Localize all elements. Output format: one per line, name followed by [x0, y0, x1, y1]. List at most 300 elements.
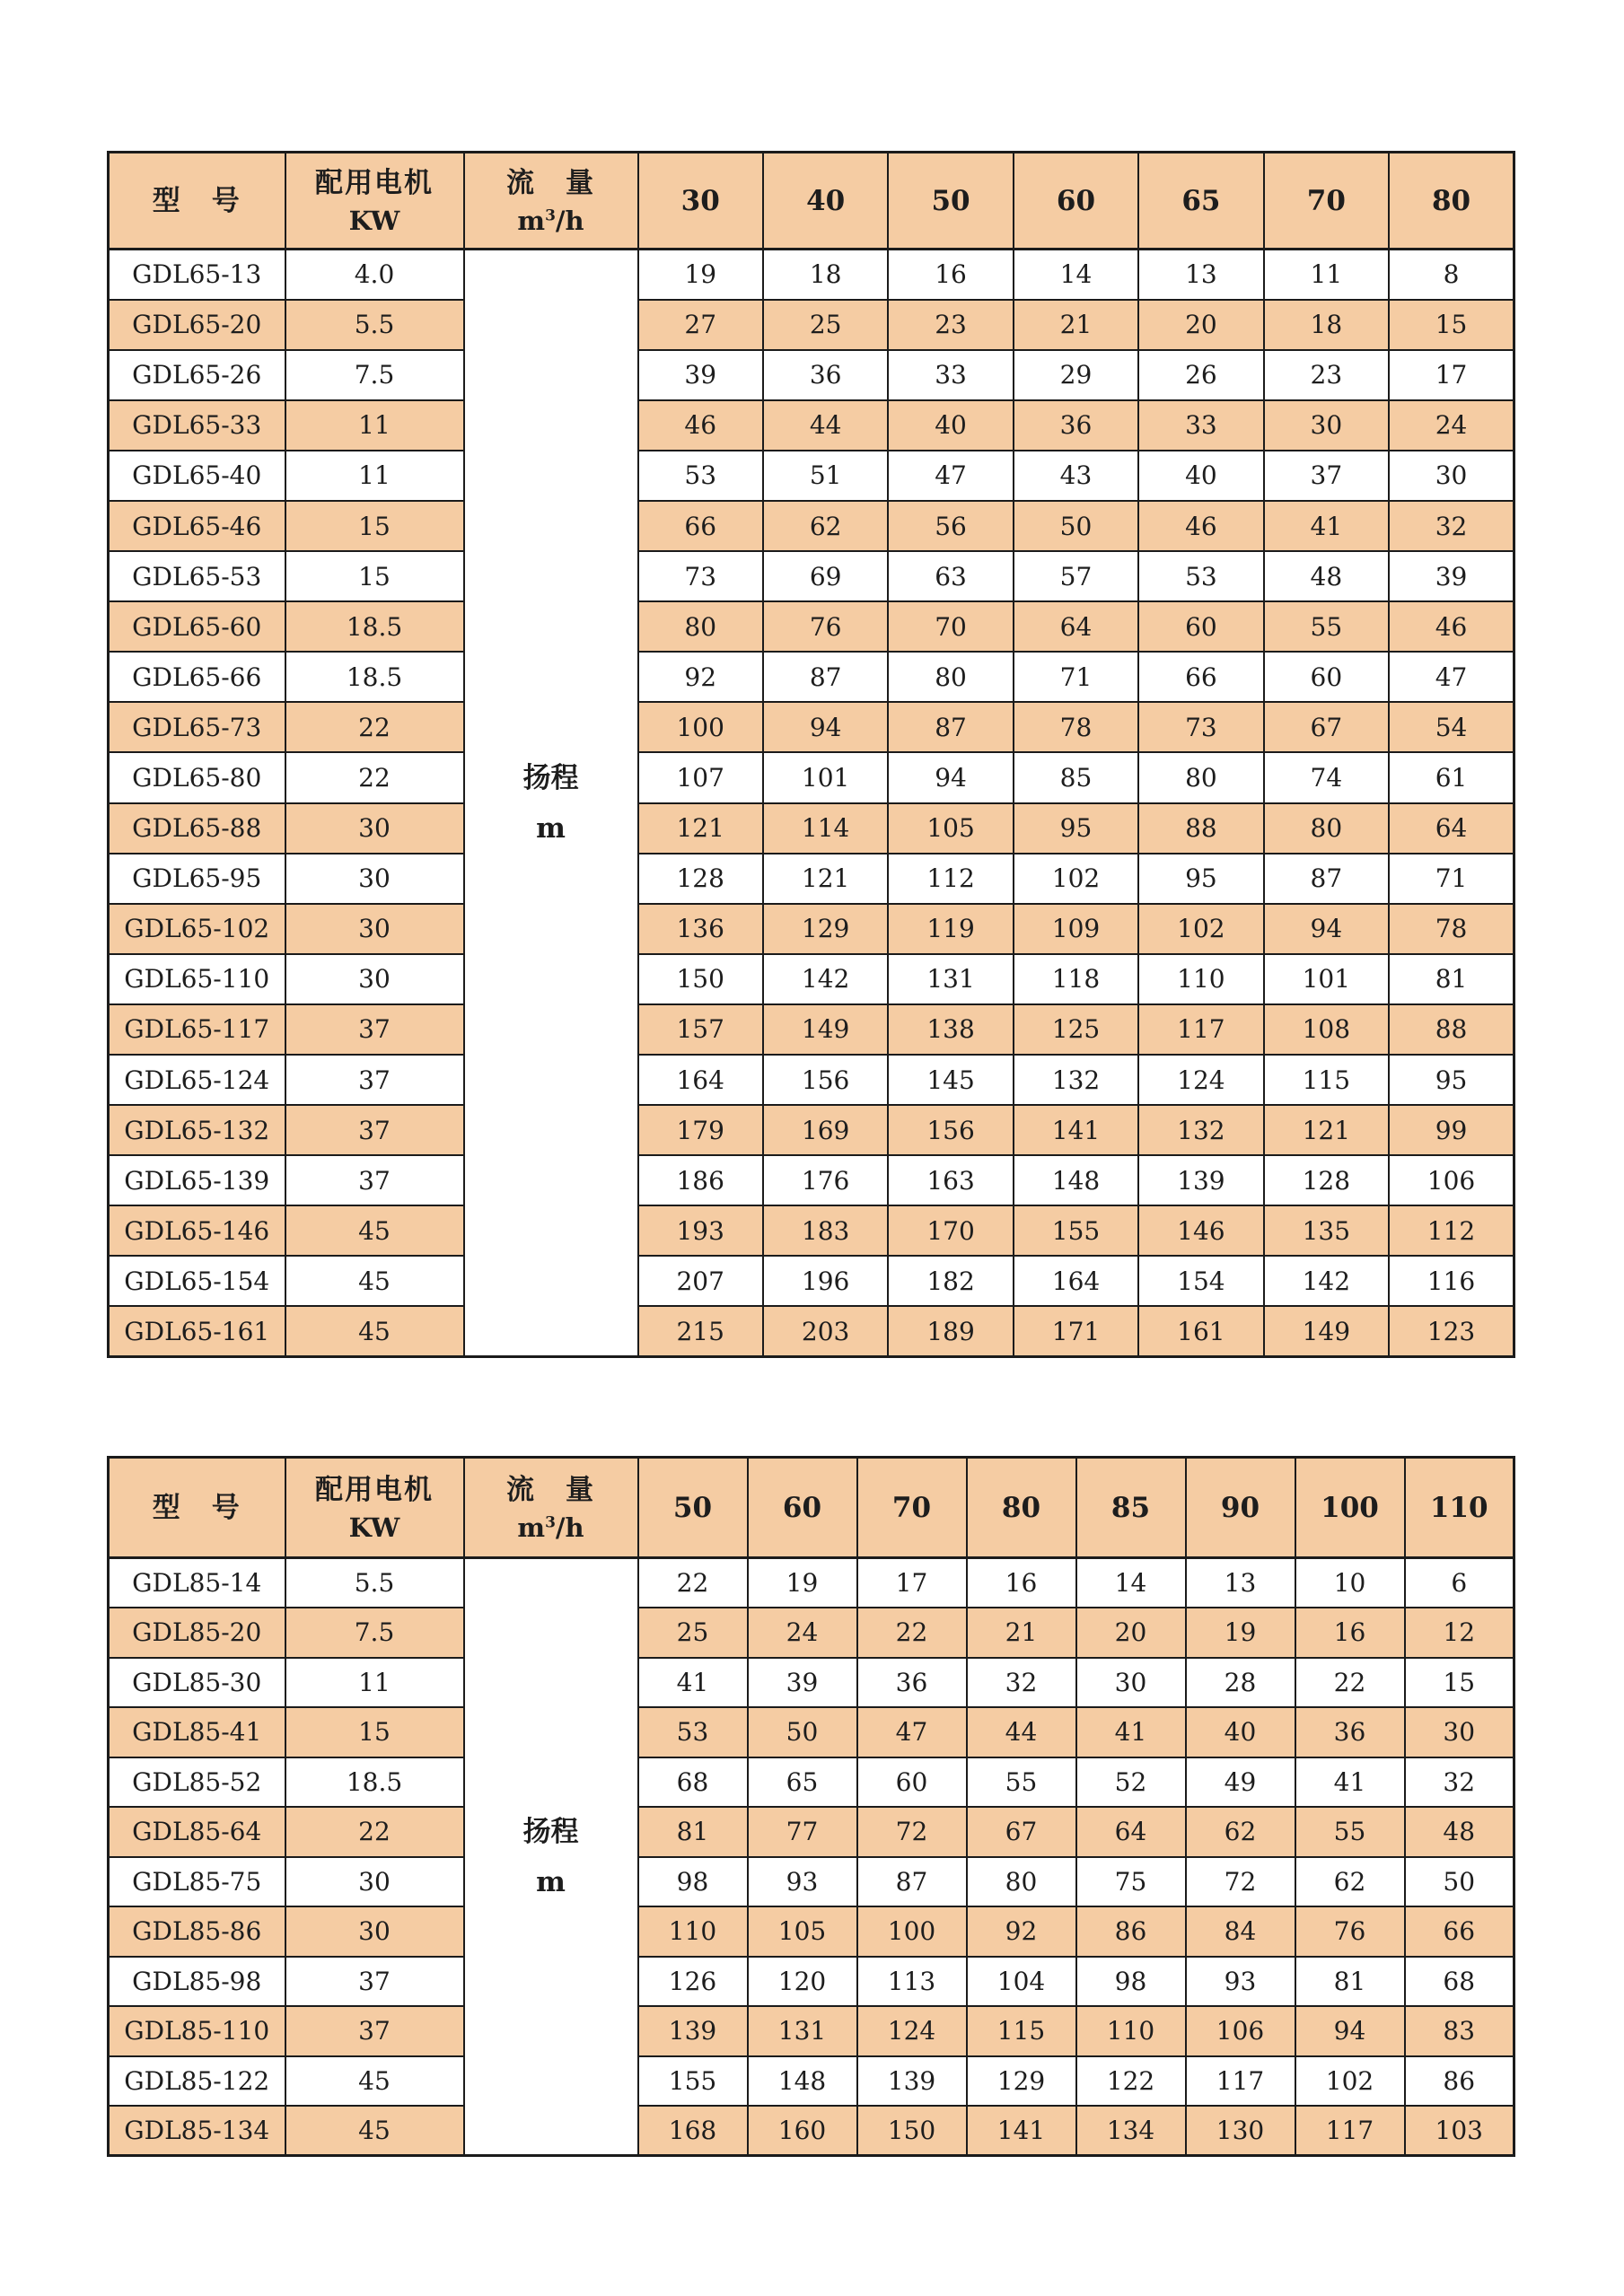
head-value-cell: 55 [1264, 601, 1389, 652]
motor-kw-cell: 11 [285, 400, 464, 451]
table-row [109, 1558, 1514, 1608]
model-cell: GDL65-110 [109, 954, 285, 1004]
head-value-cell: 168 [638, 2106, 748, 2156]
head-value-cell: 25 [638, 1608, 748, 1658]
head-value-cell: 121 [1264, 1105, 1389, 1155]
head-value-cell: 41 [1264, 501, 1389, 551]
table-row [109, 1906, 1514, 1957]
head-value-cell: 149 [1264, 1306, 1389, 1356]
flow-unit-suffix: /h [555, 1512, 584, 1543]
motor-kw-cell: 11 [285, 451, 464, 501]
head-value-cell: 17 [857, 1558, 967, 1608]
flow-value-header: 50 [888, 153, 1013, 250]
motor-kw-cell: 22 [285, 702, 464, 752]
model-cell: GDL85-86 [109, 1906, 285, 1957]
head-value-cell: 33 [1138, 400, 1263, 451]
head-value-cell: 13 [1186, 1558, 1295, 1608]
head-value-cell: 138 [888, 1004, 1013, 1055]
head-value-cell: 81 [1295, 1957, 1405, 2007]
head-value-cell: 215 [638, 1306, 763, 1356]
motor-kw-cell: 18.5 [285, 1757, 464, 1808]
flow-value-header: 70 [1264, 153, 1389, 250]
head-value-cell: 62 [1186, 1807, 1295, 1857]
head-value-cell: 41 [1076, 1707, 1186, 1757]
motor-kw-cell: 22 [285, 752, 464, 802]
head-value-cell: 48 [1264, 551, 1389, 601]
model-cell: GDL85-98 [109, 1957, 285, 2007]
head-value-cell: 86 [1076, 1906, 1186, 1957]
flow-header-label: 流 量 [506, 166, 595, 199]
head-label: 扬程 [522, 761, 579, 794]
head-value-cell: 88 [1389, 1004, 1514, 1055]
head-value-cell: 98 [638, 1857, 748, 1907]
flow-value-header: 60 [1014, 153, 1138, 250]
head-value-cell: 44 [763, 400, 888, 451]
head-value-cell: 150 [638, 954, 763, 1004]
head-value-cell: 21 [967, 1608, 1076, 1658]
head-value-cell: 139 [857, 2056, 967, 2107]
head-value-cell: 46 [1389, 601, 1514, 652]
head-value-cell: 141 [967, 2106, 1076, 2156]
head-value-cell: 40 [1186, 1707, 1295, 1757]
head-value-cell: 39 [1389, 551, 1514, 601]
motor-kw-cell: 30 [285, 803, 464, 854]
head-value-cell: 85 [1014, 752, 1138, 802]
model-cell: GDL65-73 [109, 702, 285, 752]
head-value-cell: 47 [857, 1707, 967, 1757]
head-value-cell: 156 [888, 1105, 1013, 1155]
head-value-cell: 170 [888, 1205, 1013, 1256]
head-value-cell: 134 [1076, 2106, 1186, 2156]
motor-kw-cell: 30 [285, 904, 464, 954]
header-row [109, 153, 1514, 250]
head-value-cell: 193 [638, 1205, 763, 1256]
model-cell: GDL65-88 [109, 803, 285, 854]
head-value-cell: 87 [1264, 854, 1389, 904]
head-value-cell: 80 [967, 1857, 1076, 1907]
head-value-cell: 29 [1014, 350, 1138, 400]
head-value-cell: 130 [1186, 2106, 1295, 2156]
head-value-cell: 129 [967, 2056, 1076, 2107]
head-value-cell: 207 [638, 1256, 763, 1306]
table-row [109, 652, 1514, 702]
head-value-cell: 106 [1186, 2006, 1295, 2056]
head-value-cell: 87 [763, 652, 888, 702]
head-value-cell: 203 [763, 1306, 888, 1356]
table-row [109, 1857, 1514, 1907]
motor-kw-cell: 30 [285, 1906, 464, 1957]
head-value-cell: 19 [1186, 1608, 1295, 1658]
table-row [109, 250, 1514, 300]
motor-kw-cell: 18.5 [285, 601, 464, 652]
head-value-cell: 86 [1405, 2056, 1514, 2107]
head-value-cell: 125 [1014, 1004, 1138, 1055]
head-value-cell: 43 [1014, 451, 1138, 501]
head-value-cell: 121 [638, 803, 763, 854]
motor-kw-cell: 37 [285, 1004, 464, 1055]
head-value-cell: 44 [967, 1707, 1076, 1757]
head-value-cell: 39 [638, 350, 763, 400]
head-value-cell: 78 [1014, 702, 1138, 752]
head-value-cell: 80 [1138, 752, 1263, 802]
flow-value-header: 65 [1138, 153, 1263, 250]
head-value-cell: 24 [1389, 400, 1514, 451]
head-value-cell: 105 [888, 803, 1013, 854]
head-value-cell: 101 [1264, 954, 1389, 1004]
head-value-cell: 102 [1014, 854, 1138, 904]
table-row [109, 1757, 1514, 1808]
model-cell: GDL65-117 [109, 1004, 285, 1055]
head-value-cell: 30 [1405, 1707, 1514, 1757]
head-value-cell: 104 [967, 1957, 1076, 2007]
flow-header-unit [465, 203, 637, 239]
head-value-cell: 118 [1014, 954, 1138, 1004]
head-value-cell: 115 [967, 2006, 1076, 2056]
head-value-cell: 95 [1014, 803, 1138, 854]
head-value-cell: 51 [763, 451, 888, 501]
head-value-cell: 36 [1014, 400, 1138, 451]
model-cell: GDL65-139 [109, 1155, 285, 1205]
head-value-cell: 131 [748, 2006, 857, 2056]
head-value-cell: 50 [748, 1707, 857, 1757]
head-value-cell: 124 [1138, 1055, 1263, 1105]
model-header-label: 型 号 [152, 184, 241, 217]
flow-value-header: 80 [967, 1458, 1076, 1558]
head-value-cell: 155 [638, 2056, 748, 2107]
head-value-cell: 54 [1389, 702, 1514, 752]
head-value-cell: 23 [1264, 350, 1389, 400]
table-row [109, 601, 1514, 652]
head-value-cell: 62 [763, 501, 888, 551]
head-value-cell: 53 [1138, 551, 1263, 601]
table-row [109, 400, 1514, 451]
head-value-cell: 119 [888, 904, 1013, 954]
flow-value-header: 85 [1076, 1458, 1186, 1558]
flow-value-header: 80 [1389, 153, 1514, 250]
head-value-cell: 48 [1405, 1807, 1514, 1857]
head-value-cell: 60 [1138, 601, 1263, 652]
flow-value-header: 110 [1405, 1458, 1514, 1558]
table-row [109, 1306, 1514, 1356]
model-cell: GDL65-60 [109, 601, 285, 652]
table-row [109, 854, 1514, 904]
motor-kw-cell: 7.5 [285, 350, 464, 400]
head-value-cell: 73 [1138, 702, 1263, 752]
head-value-cell: 94 [1295, 2006, 1405, 2056]
head-value-cell: 32 [967, 1658, 1076, 1708]
head-value-cell: 62 [1295, 1857, 1405, 1907]
head-value-cell: 32 [1389, 501, 1514, 551]
flow-unit-exponent: 3 [545, 1512, 556, 1531]
head-value-cell: 154 [1138, 1256, 1263, 1306]
model-cell: GDL65-33 [109, 400, 285, 451]
head-value-cell: 103 [1405, 2106, 1514, 2156]
head-value-cell: 99 [1389, 1105, 1514, 1155]
head-value-cell: 128 [1264, 1155, 1389, 1205]
motor-column-header [285, 1458, 464, 1558]
motor-kw-cell: 45 [285, 2056, 464, 2107]
model-cell: GDL65-40 [109, 451, 285, 501]
table-row [109, 1205, 1514, 1256]
motor-kw-cell: 30 [285, 1857, 464, 1907]
head-value-cell: 163 [888, 1155, 1013, 1205]
head-value-cell: 17 [1389, 350, 1514, 400]
head-value-cell: 28 [1186, 1658, 1295, 1708]
head-value-cell: 88 [1138, 803, 1263, 854]
head-value-cell: 94 [763, 702, 888, 752]
head-value-cell: 41 [1295, 1757, 1405, 1808]
head-value-cell: 20 [1076, 1608, 1186, 1658]
head-value-cell: 72 [1186, 1857, 1295, 1907]
head-value-cell: 109 [1014, 904, 1138, 954]
head-value-cell: 66 [1405, 1906, 1514, 1957]
table-row [109, 752, 1514, 802]
head-value-cell: 71 [1014, 652, 1138, 702]
model-cell: GDL65-13 [109, 250, 285, 300]
head-value-cell: 80 [1264, 803, 1389, 854]
head-value-cell: 46 [1138, 501, 1263, 551]
motor-kw-cell: 4.0 [285, 250, 464, 300]
head-value-cell: 93 [1186, 1957, 1295, 2007]
model-cell: GDL85-75 [109, 1857, 285, 1907]
head-value-cell: 21 [1014, 300, 1138, 350]
head-value-cell: 61 [1389, 752, 1514, 802]
head-value-cell: 171 [1014, 1306, 1138, 1356]
table-row [109, 1807, 1514, 1857]
head-value-cell: 55 [1295, 1807, 1405, 1857]
head-value-cell: 107 [638, 752, 763, 802]
head-value-cell: 94 [1264, 904, 1389, 954]
model-header-label: 型 号 [152, 1491, 241, 1524]
head-value-cell: 53 [638, 1707, 748, 1757]
model-cell: GDL65-102 [109, 904, 285, 954]
head-value-cell: 95 [1389, 1055, 1514, 1105]
flow-header-label: 流 量 [506, 1473, 595, 1506]
head-value-cell: 124 [857, 2006, 967, 2056]
head-value-cell: 93 [748, 1857, 857, 1907]
head-value-cell: 149 [763, 1004, 888, 1055]
head-value-cell: 114 [763, 803, 888, 854]
flow-unit-suffix: /h [555, 205, 584, 236]
head-value-cell: 65 [748, 1757, 857, 1808]
head-value-cell: 117 [1186, 2056, 1295, 2107]
head-value-cell: 27 [638, 300, 763, 350]
model-cell: GDL85-41 [109, 1707, 285, 1757]
flow-unit-base: m [517, 205, 546, 236]
head-value-cell: 30 [1264, 400, 1389, 451]
head-value-cell: 105 [748, 1906, 857, 1957]
head-value-cell: 52 [1076, 1757, 1186, 1808]
head-value-cell: 53 [638, 451, 763, 501]
head-value-cell: 128 [638, 854, 763, 904]
motor-kw-cell: 7.5 [285, 1608, 464, 1658]
model-cell: GDL85-134 [109, 2106, 285, 2156]
head-value-cell: 141 [1014, 1105, 1138, 1155]
flow-value-header: 50 [638, 1458, 748, 1558]
head-value-cell: 40 [1138, 451, 1263, 501]
head-value-cell: 80 [888, 652, 1013, 702]
motor-kw-cell: 15 [285, 501, 464, 551]
head-value-cell: 100 [857, 1906, 967, 1957]
head-value-cell: 87 [888, 702, 1013, 752]
model-cell: GDL65-46 [109, 501, 285, 551]
head-value-cell: 56 [888, 501, 1013, 551]
head-value-cell: 11 [1264, 250, 1389, 300]
head-value-cell: 161 [1138, 1306, 1263, 1356]
flow-value-header: 70 [857, 1458, 967, 1558]
head-value-cell: 164 [638, 1055, 763, 1105]
flow-value-header: 30 [638, 153, 763, 250]
flow-value-header: 60 [748, 1458, 857, 1558]
head-value-cell: 57 [1014, 551, 1138, 601]
table-row [109, 551, 1514, 601]
motor-kw-cell: 45 [285, 1205, 464, 1256]
motor-kw-cell: 30 [285, 854, 464, 904]
table-row [109, 300, 1514, 350]
head-value-cell: 12 [1405, 1608, 1514, 1658]
head-value-cell: 18 [763, 250, 888, 300]
head-value-cell: 155 [1014, 1205, 1138, 1256]
head-value-cell: 8 [1389, 250, 1514, 300]
head-value-cell: 101 [763, 752, 888, 802]
head-value-cell: 157 [638, 1004, 763, 1055]
head-value-cell: 80 [638, 601, 763, 652]
head-value-cell: 81 [638, 1807, 748, 1857]
table-row [109, 2106, 1514, 2156]
head-value-cell: 68 [638, 1757, 748, 1808]
head-value-cell: 22 [857, 1608, 967, 1658]
head-value-cell: 121 [763, 854, 888, 904]
head-value-cell: 30 [1389, 451, 1514, 501]
header-row [109, 1458, 1514, 1558]
model-column-header [109, 1458, 285, 1558]
table-row [109, 2006, 1514, 2056]
head-value-cell: 164 [1014, 1256, 1138, 1306]
head-value-cell: 135 [1264, 1205, 1389, 1256]
head-value-cell: 10 [1295, 1558, 1405, 1608]
head-value-cell: 186 [638, 1155, 763, 1205]
head-value-cell: 40 [888, 400, 1013, 451]
model-cell: GDL65-154 [109, 1256, 285, 1306]
motor-kw-cell: 11 [285, 1658, 464, 1708]
table-row [109, 1957, 1514, 2007]
head-value-cell: 60 [1264, 652, 1389, 702]
head-value-cell: 71 [1389, 854, 1514, 904]
table-row [109, 1256, 1514, 1306]
head-value-cell: 102 [1295, 2056, 1405, 2107]
model-cell: GDL65-161 [109, 1306, 285, 1356]
model-cell: GDL65-80 [109, 752, 285, 802]
head-value-cell: 92 [638, 652, 763, 702]
head-value-cell: 78 [1389, 904, 1514, 954]
head-value-cell: 139 [638, 2006, 748, 2056]
head-value-cell: 64 [1014, 601, 1138, 652]
motor-kw-cell: 37 [285, 2006, 464, 2056]
head-value-cell: 22 [638, 1558, 748, 1608]
table-row [109, 1707, 1514, 1757]
flow-value-header: 90 [1186, 1458, 1295, 1558]
head-value-cell: 24 [748, 1608, 857, 1658]
head-value-cell: 110 [1138, 954, 1263, 1004]
spec-table [107, 151, 1515, 1358]
table-row [109, 702, 1514, 752]
head-value-cell: 36 [763, 350, 888, 400]
head-value-cell: 142 [1264, 1256, 1389, 1306]
flow-column-header [464, 153, 638, 250]
head-value-cell: 6 [1405, 1558, 1514, 1608]
head-value-cell: 87 [857, 1857, 967, 1907]
head-value-cell: 16 [1295, 1608, 1405, 1658]
head-value-cell: 55 [967, 1757, 1076, 1808]
head-value-cell: 117 [1138, 1004, 1263, 1055]
head-value-cell: 117 [1295, 2106, 1405, 2156]
head-value-cell: 92 [967, 1906, 1076, 1957]
head-value-cell: 112 [1389, 1205, 1514, 1256]
head-value-cell: 67 [1264, 702, 1389, 752]
motor-kw-cell: 5.5 [285, 300, 464, 350]
head-value-cell: 156 [763, 1055, 888, 1105]
model-column-header [109, 153, 285, 250]
head-value-cell: 41 [638, 1658, 748, 1708]
table-row [109, 1155, 1514, 1205]
head-value-cell: 126 [638, 1957, 748, 2007]
motor-header-unit: KW [348, 1512, 400, 1543]
head-value-cell: 25 [763, 300, 888, 350]
motor-kw-cell: 37 [285, 1105, 464, 1155]
head-value-cell: 22 [1295, 1658, 1405, 1708]
head-value-cell: 50 [1405, 1857, 1514, 1907]
table-row [109, 1055, 1514, 1105]
motor-header-label: 配用电机 [315, 166, 434, 199]
model-cell: GDL65-95 [109, 854, 285, 904]
table-row [109, 1608, 1514, 1658]
model-cell: GDL65-66 [109, 652, 285, 702]
head-value-cell: 60 [857, 1757, 967, 1808]
head-value-cell: 69 [763, 551, 888, 601]
model-cell: GDL85-52 [109, 1757, 285, 1808]
head-value-cell: 77 [748, 1807, 857, 1857]
head-value-cell: 110 [1076, 2006, 1186, 2056]
head-value-cell: 196 [763, 1256, 888, 1306]
head-value-cell: 94 [888, 752, 1013, 802]
motor-kw-cell: 5.5 [285, 1558, 464, 1608]
table-row [109, 1004, 1514, 1055]
head-value-cell: 120 [748, 1957, 857, 2007]
head-value-cell: 176 [763, 1155, 888, 1205]
head-value-cell: 169 [763, 1105, 888, 1155]
head-value-cell: 39 [748, 1658, 857, 1708]
head-value-cell: 47 [888, 451, 1013, 501]
head-value-cell: 142 [763, 954, 888, 1004]
motor-kw-cell: 30 [285, 954, 464, 1004]
flow-unit-base: m [517, 1512, 546, 1543]
table-row [109, 501, 1514, 551]
model-cell: GDL85-20 [109, 1608, 285, 1658]
table-row [109, 954, 1514, 1004]
table-row [109, 350, 1514, 400]
head-value-cell: 16 [888, 250, 1013, 300]
head-value-cell: 131 [888, 954, 1013, 1004]
pump-table-gdl65 [107, 151, 1515, 1358]
head-value-cell: 189 [888, 1306, 1013, 1356]
head-value-cell: 67 [967, 1807, 1076, 1857]
head-value-cell: 76 [763, 601, 888, 652]
head-value-cell: 148 [1014, 1155, 1138, 1205]
head-value-cell: 83 [1405, 2006, 1514, 2056]
head-value-cell: 14 [1014, 250, 1138, 300]
head-value-cell: 50 [1014, 501, 1138, 551]
table-row [109, 904, 1514, 954]
